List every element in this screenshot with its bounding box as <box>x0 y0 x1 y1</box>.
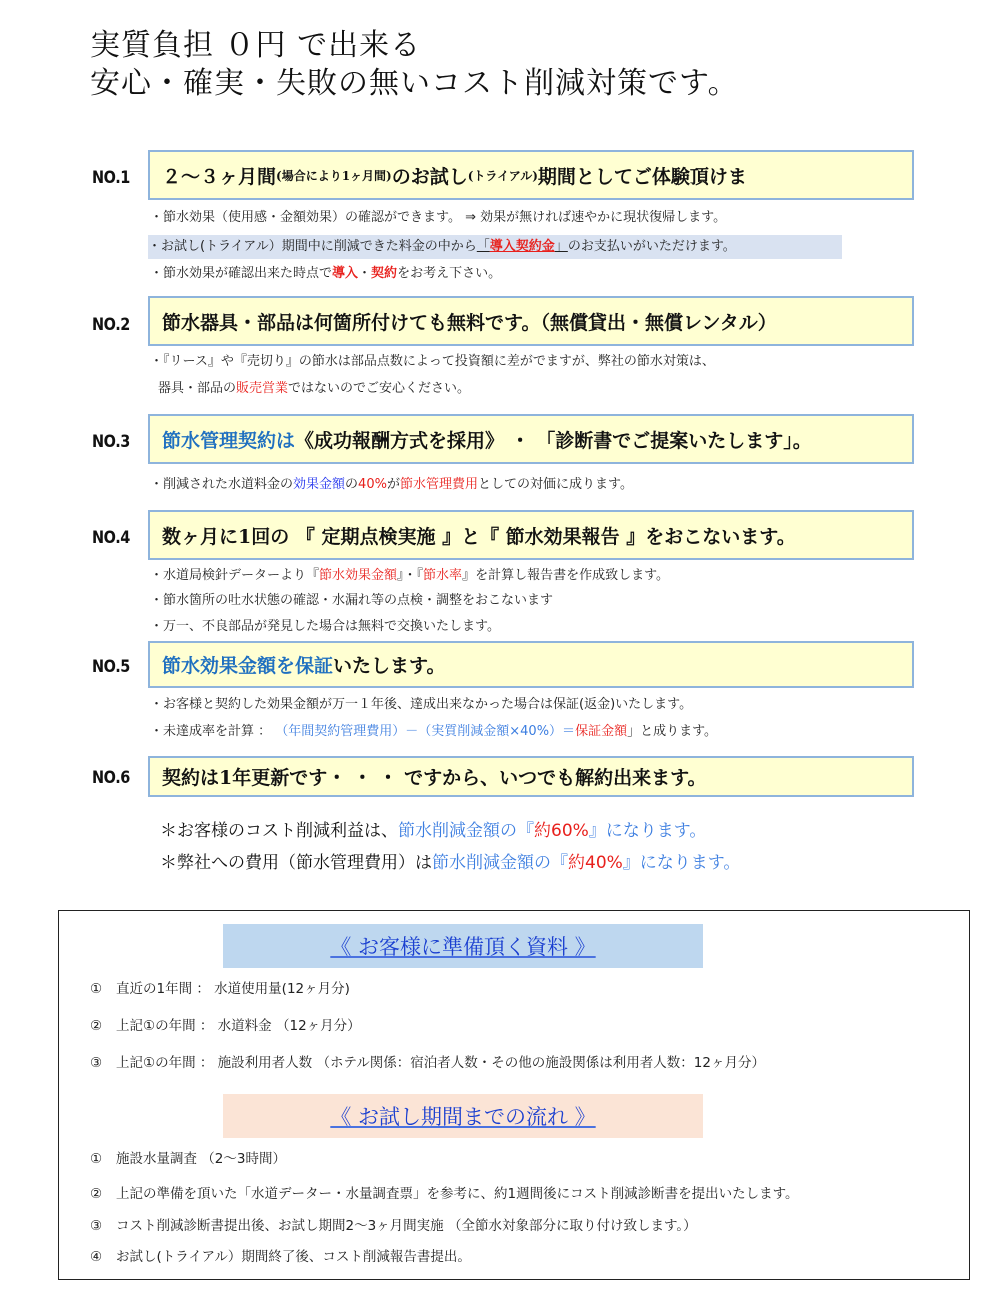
section-1-line-1: ・節水効果（使用感・金額効果）の確認ができます。 ⇒ 効果が無ければ速やかに現状復帰します。 <box>150 210 727 225</box>
text: 節水削減金額の『 <box>398 821 534 841</box>
heading-note: (トライアル) <box>467 168 538 183</box>
percentage-text: 約60% <box>534 821 589 841</box>
flow-item-2 <box>90 1184 799 1204</box>
text: ・お試し(トライアル）期間中に削減できた料金の中から <box>148 239 477 254</box>
text: をお考え下さい。 <box>397 266 502 281</box>
emphasis-text: 節水効果金額 <box>319 568 398 583</box>
text: ・ <box>358 266 372 281</box>
section-heading-4: 数ヶ月に1回の 『 定期点検実施 』と『 節水効果報告 』をおこないます。 <box>148 510 914 560</box>
text: の <box>345 477 359 492</box>
emphasis-text: 契約 <box>371 266 398 281</box>
section-4-line-3: ・万一、不良部品が発見した場合は無料で交換いたします。 <box>150 619 500 634</box>
item-number: ① <box>90 1151 103 1167</box>
text: ＊お客様のコスト削減利益は、 <box>160 821 398 841</box>
section-heading-5 <box>148 641 914 688</box>
materials-banner: 《 お客様に準備頂く資料 》 <box>223 924 703 968</box>
heading-text: ２～３ヶ月間 <box>162 165 277 188</box>
text: 』を計算し報告書を作成致します。 <box>462 568 670 583</box>
page-title-line-2: 安心・確実・失敗の無いコスト削減対策です。 <box>90 66 739 101</box>
text: ・節水効果が確認出来た時点で <box>150 266 333 281</box>
section-heading-6: 契約は1年更新です・ ・ ・ ですから、いつでも解約出来ます。 <box>148 756 914 797</box>
section-5-line-1: ・お客様と契約した効果金額が万一１年後、達成出来なかった場合は保証(返金)いたします。 <box>150 697 693 712</box>
section-3-line-1 <box>150 475 633 495</box>
item-number: ③ <box>90 1055 103 1071</box>
summary-line-1 <box>160 820 706 842</box>
text: が <box>386 477 400 492</box>
materials-item-1 <box>90 979 350 999</box>
item-number: ② <box>90 1186 103 1202</box>
text: ・水道局検針データーより『 <box>150 568 320 583</box>
heading-note: (場合により1ヶ月間) <box>276 168 392 183</box>
emphasis-text: 保証金額 <box>575 724 628 739</box>
section-number-6: NO.6 <box>92 768 130 788</box>
summary-line-2 <box>160 852 740 874</box>
section-heading-1 <box>148 150 914 200</box>
section-number-3: NO.3 <box>92 432 130 452</box>
text: 器具・部品の <box>158 381 237 396</box>
text: ＊弊社への費用（節水管理費用）は <box>160 853 432 873</box>
page-title-line-1: 実質負担 ０円 で出来る <box>90 28 422 63</box>
section-4-line-2: ・節水箇所の吐水状態の確認・水漏れ等の点検・調整をおこないます <box>150 593 554 608</box>
text: ・削減された水道料金の <box>150 477 294 492</box>
text: 」と成ります。 <box>627 724 718 739</box>
item-number: ① <box>90 981 103 997</box>
emphasis-text: 販売営業 <box>236 381 289 396</box>
materials-item-3 <box>90 1053 765 1073</box>
text: 「 <box>476 239 490 254</box>
emphasis-text: 導入契約金 <box>489 239 555 254</box>
emphasis-text: 効果金額 <box>293 477 346 492</box>
item-text: 上記①の年間 ： 施設利用者人数 （ホテル関係：宿泊者人数・その他の施設関係は利用者人数：12ヶ月分） <box>116 1055 765 1071</box>
flow-banner: 《 お試し期間までの流れ 》 <box>223 1094 703 1138</box>
flow-item-1 <box>90 1149 286 1169</box>
text: 』・『 <box>397 568 424 583</box>
heading-text: 《成功報酬方式を採用》 ・ 「診断書でご提案いたします」。 <box>295 429 812 452</box>
item-text: 上記①の年間 ： 水道料金 （12ヶ月分） <box>116 1018 361 1034</box>
section-1-line-2 <box>148 235 842 259</box>
item-number: ③ <box>90 1218 103 1234</box>
item-text: 施設水量調査 （2～3時間） <box>116 1151 286 1167</box>
text: 」 <box>554 239 568 254</box>
text: 節水削減金額の『 <box>432 853 568 873</box>
section-2-line-2 <box>158 379 470 399</box>
formula-text: （年間契約管理費用）－（実質削減金額×40%）＝ <box>275 724 576 739</box>
heading-text: 節水管理契約は <box>162 429 296 452</box>
materials-item-2 <box>90 1016 361 1036</box>
section-4-line-1 <box>150 566 669 586</box>
emphasis-text: 節水率 <box>423 568 463 583</box>
heading-text: いたします。 <box>333 655 446 677</box>
emphasis-text: 40% <box>358 477 387 492</box>
text: のお支払いがいただけます。 <box>567 239 736 254</box>
section-number-2: NO.2 <box>92 315 130 335</box>
section-heading-2: 節水器具・部品は何箇所付けても無料です。（無償貸出・無償レンタル） <box>148 296 914 346</box>
text: ではないのでご安心ください。 <box>288 381 471 396</box>
item-text: 上記の準備を頂いた「水道データー・水量調査票」を参考に、約1週間後にコスト削減診断書を提出いたします。 <box>116 1186 799 1202</box>
item-text: お試し(トライアル）期間終了後、コスト削減報告書提出。 <box>116 1249 471 1265</box>
flow-item-4 <box>90 1247 471 1267</box>
section-number-5: NO.5 <box>92 657 130 677</box>
section-number-4: NO.4 <box>92 528 130 548</box>
heading-text: のお試し <box>391 165 468 188</box>
text: ・未達成率を計算 ： <box>150 724 276 739</box>
emphasis-text: 節水管理費用 <box>399 477 478 492</box>
heading-text: 期間としてご体験頂けま <box>537 165 747 188</box>
item-text: コスト削減診断書提出後、お試し期間2～3ヶ月間実施 （全節水対象部分に取り付け致します。） <box>116 1218 697 1234</box>
section-number-1: NO.1 <box>92 168 130 188</box>
item-number: ④ <box>90 1249 103 1265</box>
section-heading-3 <box>148 414 914 464</box>
section-1-line-3 <box>150 264 501 284</box>
text: としての対価に成ります。 <box>477 477 633 492</box>
heading-text: 節水効果金額を保証 <box>162 655 334 677</box>
percentage-text: 約40% <box>568 853 623 873</box>
text: 』になります。 <box>588 821 707 841</box>
text: 』になります。 <box>622 853 741 873</box>
emphasis-text: 導入 <box>332 266 359 281</box>
section-5-line-2 <box>150 722 717 742</box>
flow-item-3 <box>90 1216 697 1236</box>
item-number: ② <box>90 1018 103 1034</box>
section-2-line-1: ・『リース』や『売切り』の節水は部品点数によって投資額に差がでますが、弊社の節水対策は、 <box>150 354 715 369</box>
item-text: 直近の1年間 ： 水道使用量(12ヶ月分) <box>116 981 350 997</box>
